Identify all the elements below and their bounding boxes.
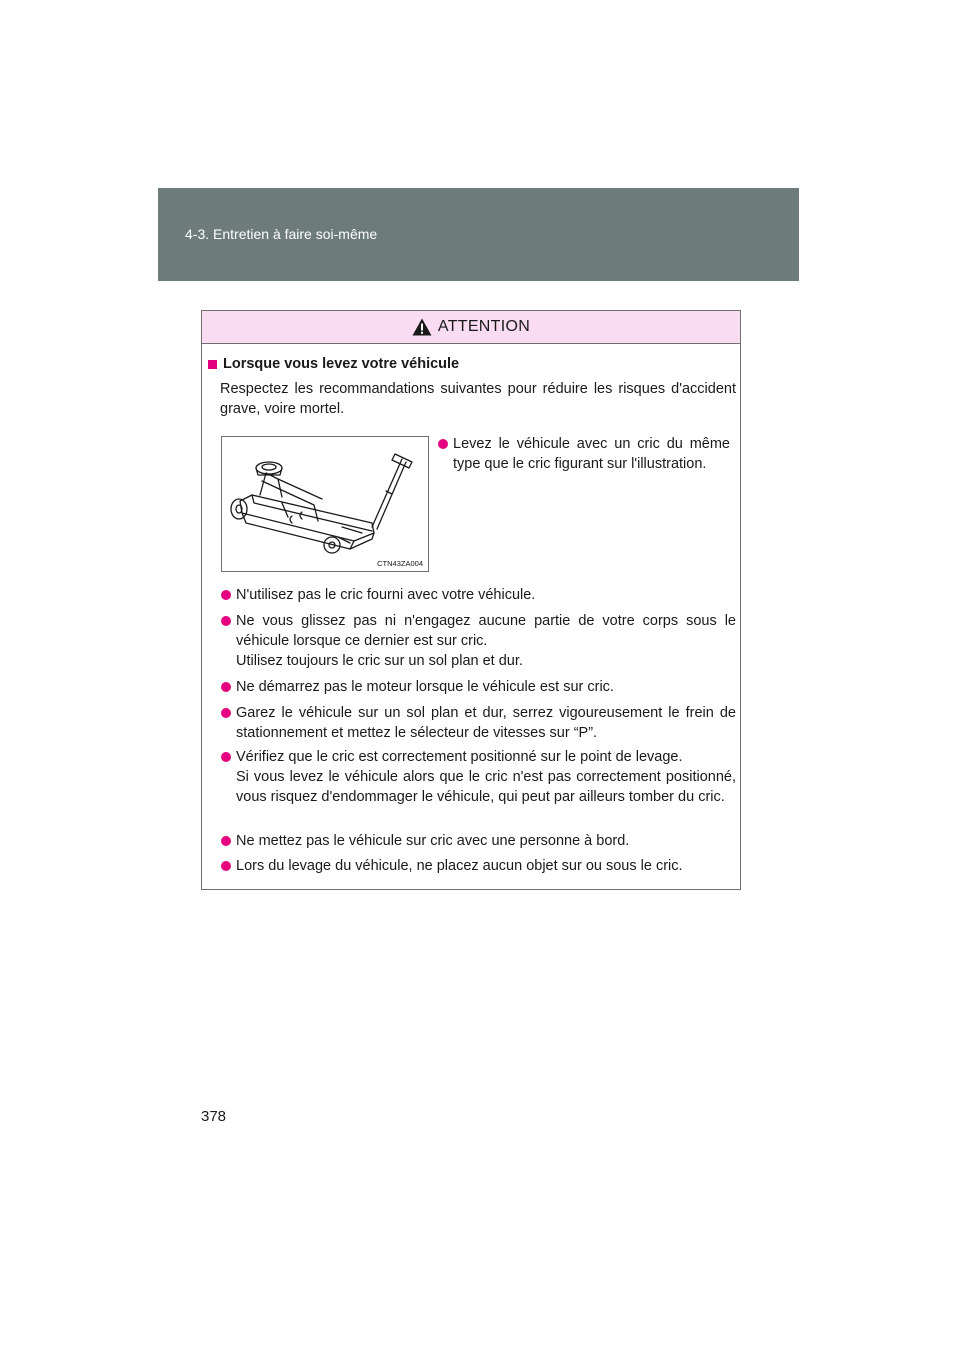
header-band [158,188,799,281]
bullet-text: Ne mettez pas le véhicule sur cric avec une personne à bord. [236,833,630,849]
section-heading-text: Lorsque vous levez votre véhicule [223,356,460,372]
warning-triangle-icon [412,318,432,336]
bullet-item-2 [221,677,736,697]
attention-title: ATTENTION [437,318,531,335]
bullet-dot-icon [221,708,231,718]
section-header-title: 4-3. Entretien à faire soi-même [185,226,378,242]
figure-code: CTN43ZA004 [377,559,423,568]
bullet-text: Ne démarrez pas le moteur lorsque le véhicule est sur cric. [236,679,614,695]
bullet-dot-icon [438,439,448,449]
figure-bullet [438,434,730,474]
bullet-dot-icon [221,861,231,871]
bullet-dot-icon [221,590,231,600]
jack-illustration [221,436,429,572]
bullet-dot-icon [221,836,231,846]
floor-jack-icon [222,437,428,571]
bullet-extra-text: Utilisez toujours le cric sur un sol plan et dur. [236,653,523,669]
bullet-text: N'utilisez pas le cric fourni avec votre véhicule. [236,587,536,603]
intro-paragraph: Respectez les recommandations suivantes pour réduire les risques d'accident grave, voire mortel. [220,381,736,417]
bullet-dot-icon [221,752,231,762]
square-bullet-icon [208,360,217,369]
attention-header [202,311,740,344]
figure-bullet-text: Levez le véhicule avec un cric du même type que le cric figurant sur l'illustration. [453,436,730,472]
bullet-item-0 [221,585,736,605]
attention-box [201,310,741,890]
bullet-text: Garez le véhicule sur un sol plan et dur, serrez vigoureusement le frein de stationnement et mettez le sélecteur de vitesses sur “P”. [236,705,736,741]
bullet-item-5 [221,831,736,851]
bullet-text: Lors du levage du véhicule, ne placez aucun objet sur ou sous le cric. [236,858,683,874]
bullet-item-3 [221,703,736,743]
bullet-item-4 [221,747,736,807]
bullet-extra-text: Si vous levez le véhicule alors que le cric n'est pas correctement positionné, vous risquez d'endommager le véhicule, qui peut par ailleurs tomber du cric. [236,769,736,805]
bullet-dot-icon [221,682,231,692]
bullet-dot-icon [221,616,231,626]
page-number: 378 [201,1108,227,1125]
bullet-text: Vérifiez que le cric est correctement positionné sur le point de levage. [236,749,683,765]
section-heading [208,356,459,372]
bullet-item-1 [221,611,736,671]
bullet-text: Ne vous glissez pas ni n'engagez aucune partie de votre corps sous le véhicule lorsque ce dernier est sur cric. [236,613,736,649]
bullet-item-6 [221,856,736,876]
